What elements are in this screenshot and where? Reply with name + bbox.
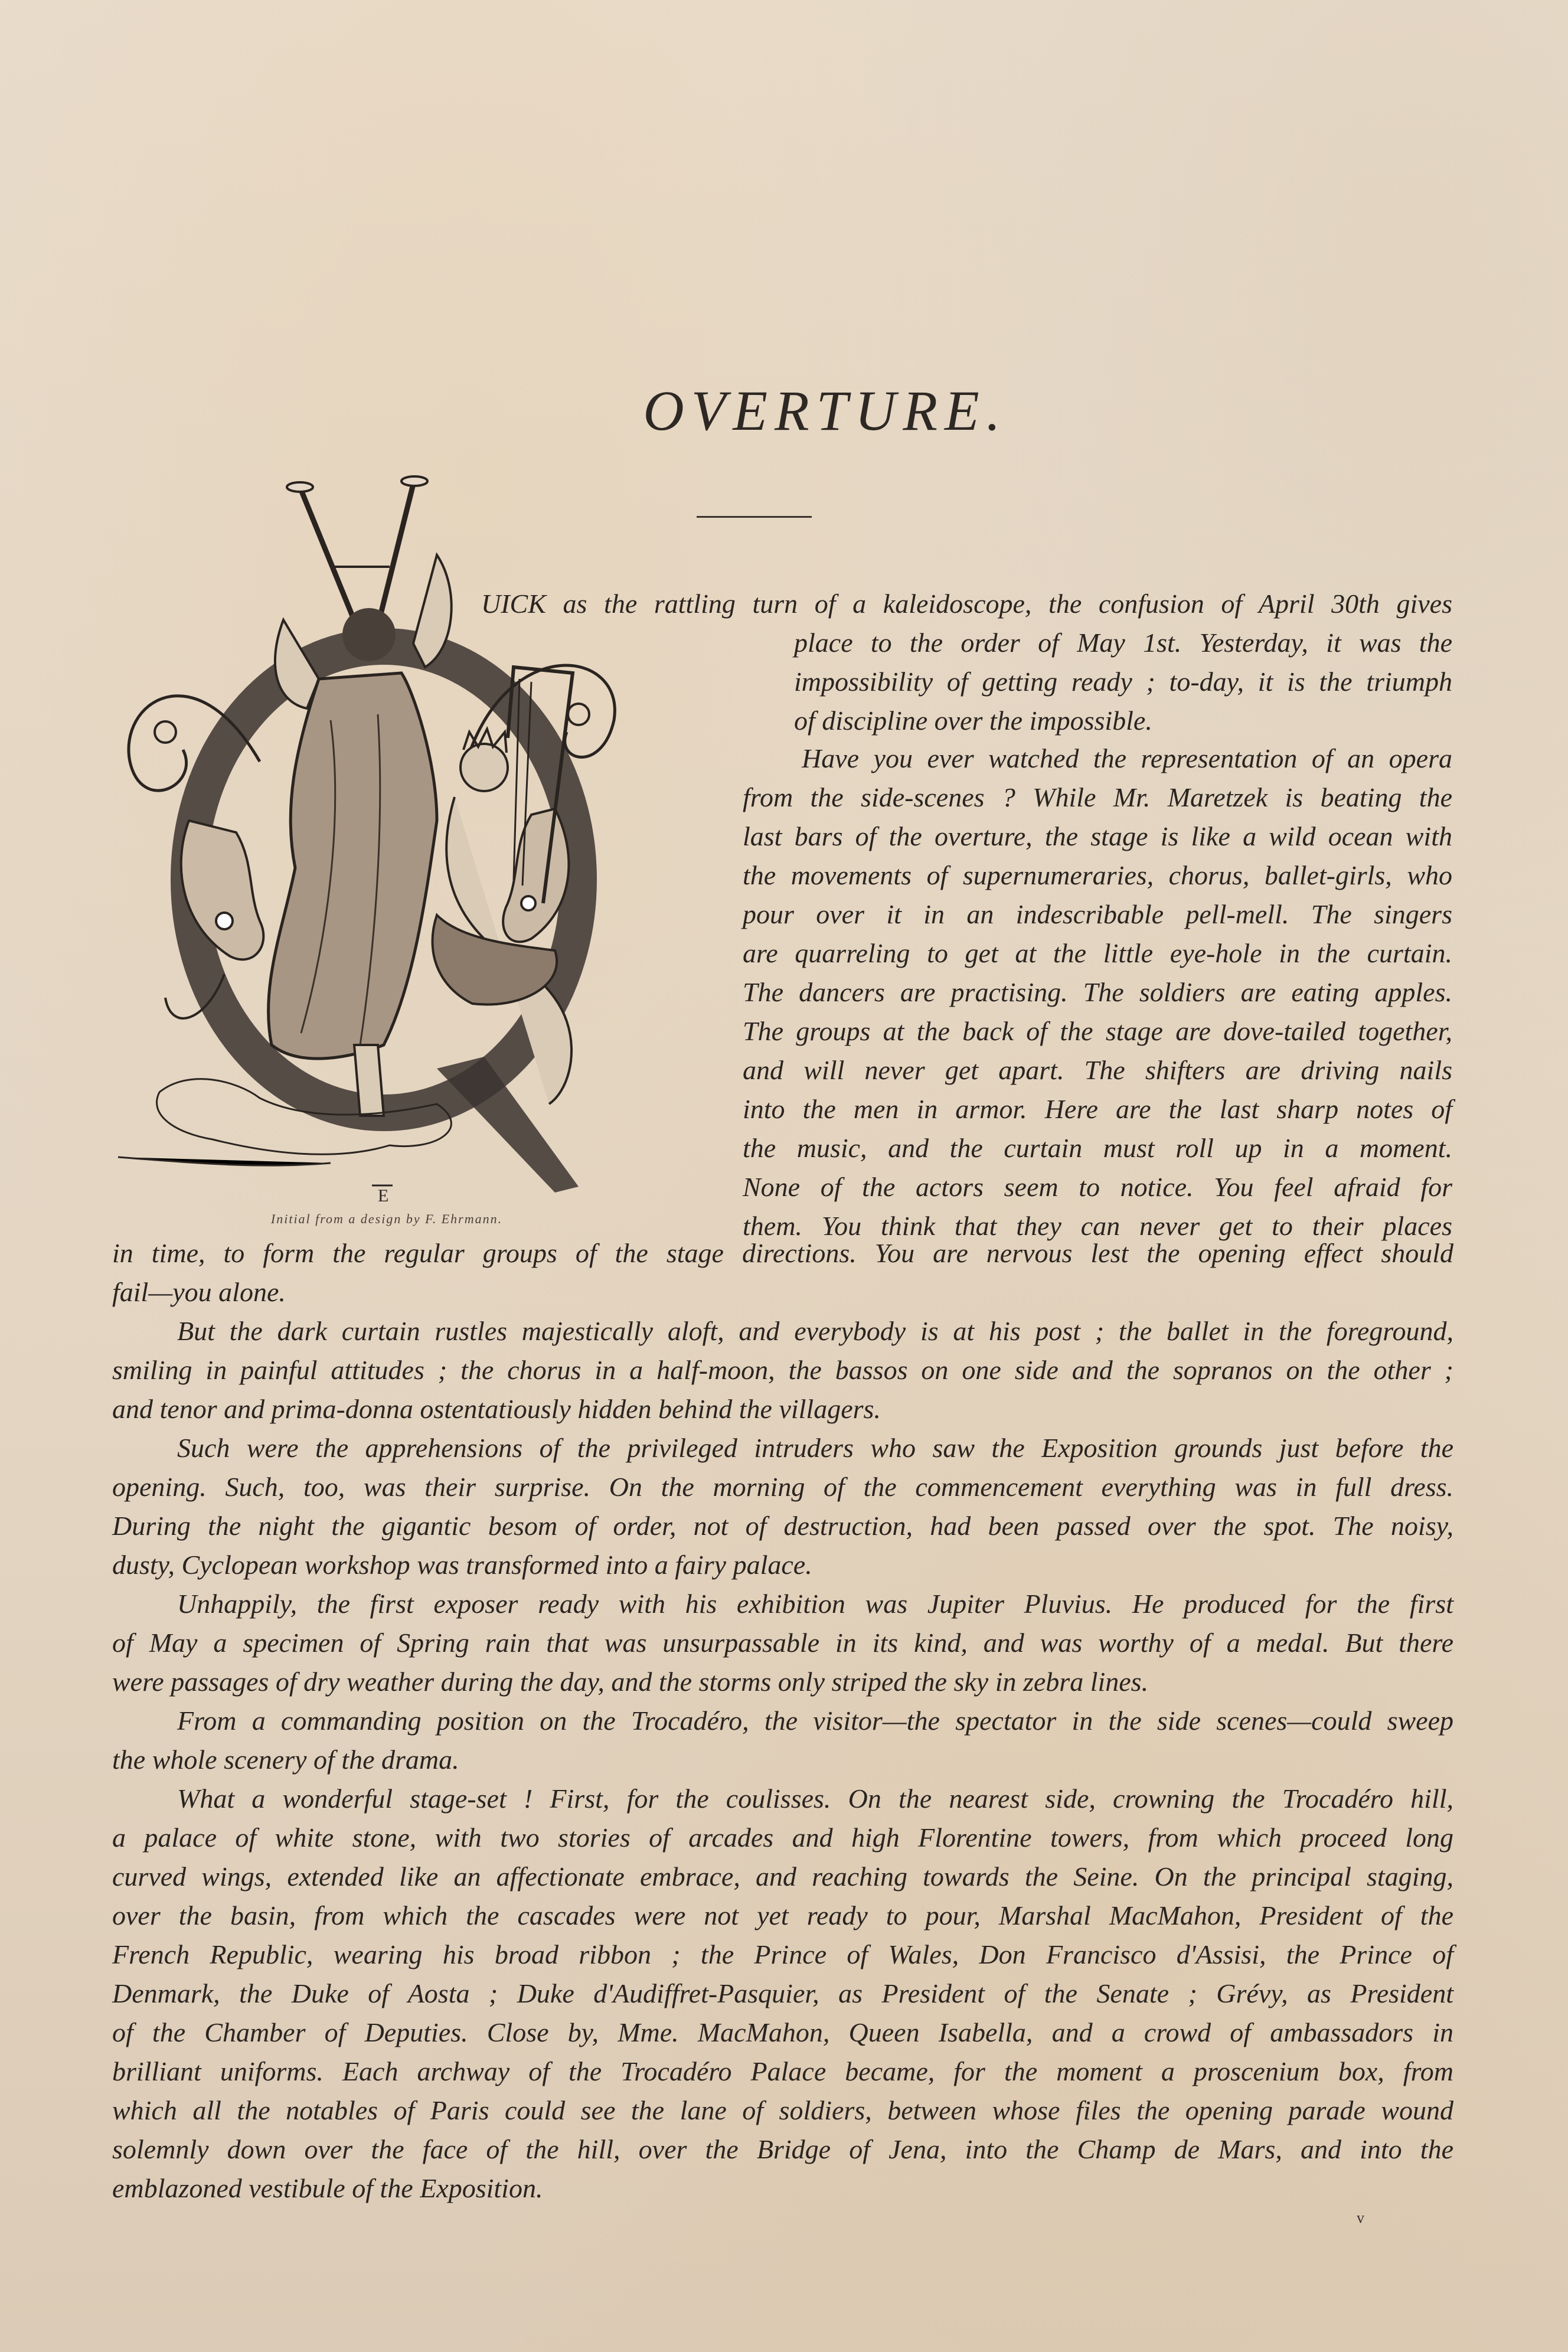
text-line: Have you ever watched the representation of an opera xyxy=(802,743,1452,773)
opening-line: UICK as the rattling turn of a kaleidoscope, the confusion of April 30th gives xyxy=(481,589,1452,619)
text-line: of the Chamber of Deputies. Close by, Mme. MacMahon, Queen Isabella, and a crowd of ambassadors in xyxy=(112,2017,1453,2047)
text-line: dusty, Cyclopean workshop was transformed into a fairy palace. xyxy=(112,1550,812,1580)
text-line: But the dark curtain rustles majestically aloft, and everybody is at his post ; the ballet in the foreground, xyxy=(177,1316,1453,1346)
text-line: emblazoned vestibule of the Exposition. xyxy=(112,2173,543,2203)
text-line: place to the order of May 1st. Yesterday, it was the xyxy=(794,628,1452,658)
text-line: and tenor and prima-donna ostentatiously hidden behind the villagers. xyxy=(112,1394,881,1424)
text-line: The groups at the back of the stage are dove-tailed together, xyxy=(743,1016,1452,1046)
text-line: over the basin, from which the cascades were not yet ready to pour, Marshal MacMahon, President of the xyxy=(112,1900,1453,1930)
text-line: them. You think that they can never get to their places xyxy=(743,1211,1452,1241)
text-line: a palace of white stone, with two stories of arcades and high Florentine towers, from which proceed long xyxy=(112,1822,1453,1853)
text-line: and will never get apart. The shifters are driving nails xyxy=(743,1055,1452,1085)
text-line: Denmark, the Duke of Aosta ; Duke d'Audiffret-Pasquier, as President of the Senate ; Grévy, as President xyxy=(112,1978,1453,2008)
text-line: During the night the gigantic besom of order, not of destruction, had been passed over the spot. The noisy, xyxy=(112,1511,1453,1541)
text-line: opening. Such, too, was their surprise. On the morning of the commencement everything was in full dress. xyxy=(112,1472,1453,1502)
text-line: Unhappily, the first exposer ready with his exhibition was Jupiter Pluvius. He produced for the first xyxy=(177,1589,1453,1619)
text-line: curved wings, extended like an affectionate embrace, and reaching towards the Seine. On the principal staging, xyxy=(112,1861,1453,1892)
text-line: were passages of dry weather during the day, and the storms only striped the sky in zebra lines. xyxy=(112,1667,1149,1697)
text-line: in time, to form the regular groups of the stage directions. You are nervous lest the opening effect should xyxy=(112,1238,1453,1268)
text-line: the music, and the curtain must roll up in a moment. xyxy=(743,1133,1452,1163)
text-line: from the side-scenes ? While Mr. Maretzek is beating the xyxy=(743,782,1452,812)
illustration-caption: Initial from a design by F. Ehrmann. xyxy=(270,1211,503,1226)
text-line: The dancers are practising. The soldiers are eating apples. xyxy=(743,977,1452,1007)
text-line: of discipline over the impossible. xyxy=(794,705,1152,736)
text-line: What a wonderful stage-set ! First, for the coulisses. On the nearest side, crowning the Trocadéro hill, xyxy=(177,1783,1453,1814)
text-line: From a commanding position on the Trocadéro, the visitor—the spectator in the side scenes—could sweep xyxy=(177,1706,1453,1736)
text-line: smiling in painful attitudes ; the chorus in a half-moon, the bassos on one side and the sopranos on the other ; xyxy=(112,1355,1453,1385)
title-divider xyxy=(697,516,812,518)
text-line: which all the notables of Paris could see the lane of soldiers, between whose files the opening parade wound xyxy=(112,2095,1453,2125)
text-line: the whole scenery of the drama. xyxy=(112,1745,459,1775)
text-line: into the men in armor. Here are the last sharp notes of xyxy=(743,1094,1452,1124)
page-number: v xyxy=(1357,2209,1364,2226)
text-line: pour over it in an indescribable pell-mell. The singers xyxy=(743,899,1452,929)
initial-q-engraving-icon xyxy=(106,455,626,1216)
decorative-initial-illustration xyxy=(106,455,626,1216)
text-line: solemnly down over the face of the hill, over the Bridge of Jena, into the Champ de Mars, and into the xyxy=(112,2134,1453,2164)
text-line: impossibility of getting ready ; to-day, it is the triumph xyxy=(794,667,1452,697)
wrapped-paragraph-1 xyxy=(794,623,1452,740)
text-line: last bars of the overture, the stage is like a wild ocean with xyxy=(743,821,1452,851)
text-line: are quarreling to get at the little eye-hole in the curtain. xyxy=(743,938,1452,968)
text-line: brilliant uniforms. Each archway of the Trocadéro Palace became, for the moment a proscenium box, from xyxy=(112,2056,1453,2086)
text-line: Such were the apprehensions of the privileged intruders who saw the Exposition grounds just before the xyxy=(177,1433,1453,1463)
body-paragraphs xyxy=(112,1234,1453,2208)
page-title: OVERTURE. xyxy=(643,379,1008,442)
text-line: French Republic, wearing his broad ribbon ; the Prince of Wales, Don Francisco d'Assisi, the Prince of xyxy=(112,1939,1453,1969)
text-line: None of the actors seem to notice. You feel afraid for xyxy=(743,1172,1452,1202)
text-line: of May a specimen of Spring rain that was unsurpassable in its kind, and was worthy of a medal. But there xyxy=(112,1628,1453,1658)
wrapped-paragraph-2 xyxy=(743,739,1452,1246)
text-line: the movements of supernumeraries, chorus, ballet-girls, who xyxy=(743,860,1452,890)
text-line: fail—you alone. xyxy=(112,1277,286,1307)
svg-text:E: E xyxy=(378,1186,389,1206)
